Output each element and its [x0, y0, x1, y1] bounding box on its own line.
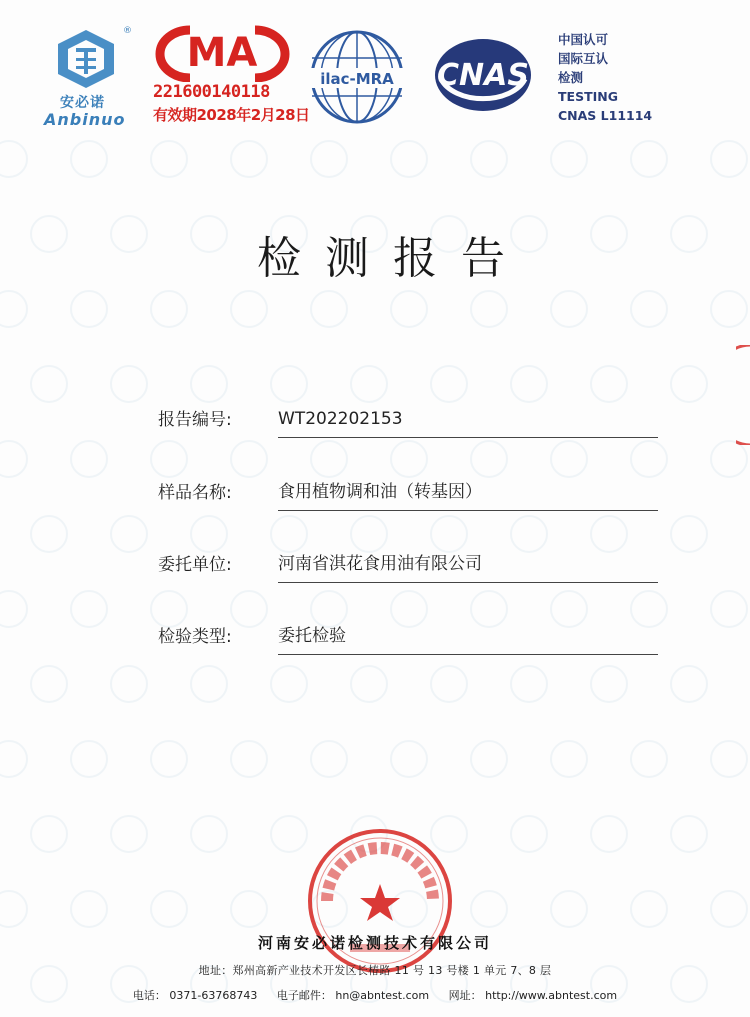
seal-icon [305, 826, 455, 976]
cnas-mark-icon [425, 35, 541, 115]
watermark-mark [110, 665, 148, 703]
field-value: 食用植物调和油（转基因） [278, 482, 482, 502]
watermark-mark [550, 140, 588, 178]
anbinuo-name-en: Anbinuo [44, 110, 126, 129]
field-label: 报告编号: [158, 410, 232, 430]
watermark-mark [630, 890, 668, 928]
watermark-mark [430, 665, 468, 703]
watermark-mark [390, 140, 428, 178]
contact-email: 电子邮件： hn@abntest.com [276, 989, 430, 1002]
cma-valid-date: 有效期2028年2月28日 [153, 106, 310, 124]
watermark-mark [270, 665, 308, 703]
watermark-mark [550, 740, 588, 778]
field-client [158, 543, 658, 583]
cnas-mark-text: CNAS [437, 58, 529, 93]
watermark-mark [310, 740, 348, 778]
watermark-mark [230, 290, 268, 328]
watermark-mark [70, 740, 108, 778]
watermark-mark [350, 665, 388, 703]
watermark-mark [630, 290, 668, 328]
watermark-mark [310, 290, 348, 328]
watermark-mark [150, 290, 188, 328]
cnas-line: TESTING [558, 89, 618, 104]
watermark-mark [110, 815, 148, 853]
cnas-line: 国际互认 [558, 51, 609, 66]
contact-line [0, 987, 750, 1003]
watermark-mark [710, 290, 748, 328]
watermark-mark [470, 290, 508, 328]
field-label: 委托单位: [158, 555, 232, 575]
contact-phone: 电话： 0371-63768743 [132, 989, 258, 1002]
watermark-mark [150, 890, 188, 928]
ilac-mra-logo [302, 28, 412, 126]
watermark-mark [390, 740, 428, 778]
field-value: 委托检验 [278, 626, 346, 646]
watermark-mark [70, 290, 108, 328]
watermark-mark [110, 365, 148, 403]
logo-bar [0, 0, 750, 135]
cnas-line: 检测 [558, 70, 584, 85]
field-value-line [278, 476, 658, 511]
field-inspection-type [158, 615, 658, 655]
watermark-mark [190, 665, 228, 703]
watermark-mark [710, 890, 748, 928]
watermark-mark [510, 665, 548, 703]
watermark-mark [0, 590, 28, 628]
watermark-mark [70, 440, 108, 478]
cnas-logo [425, 35, 541, 115]
official-seal-stamp [305, 826, 455, 976]
watermark-mark [70, 890, 108, 928]
watermark-mark [630, 740, 668, 778]
cnas-line: 中国认可 [558, 32, 609, 47]
company-address: 地址：郑州高新产业技术开发区长椿路 11 号 13 号楼 1 单元 7、8 层 [198, 964, 552, 977]
cnas-accreditation-text [558, 30, 652, 125]
report-title: 检测报告 [257, 233, 529, 284]
watermark-mark [0, 290, 28, 328]
watermark-mark [710, 740, 748, 778]
cma-mark-text: MA [186, 30, 258, 76]
watermark-mark [550, 890, 588, 928]
cma-number: 221600140118 [153, 82, 270, 102]
watermark-mark [710, 440, 748, 478]
watermark-mark [710, 140, 748, 178]
watermark-mark [0, 140, 28, 178]
watermark-mark [710, 590, 748, 628]
watermark-mark [0, 740, 28, 778]
watermark-mark [510, 815, 548, 853]
watermark-mark [30, 815, 68, 853]
cma-mark-icon [150, 22, 295, 82]
anbinuo-name-cn: 安必诺 [60, 95, 105, 111]
watermark-mark [670, 665, 708, 703]
edge-seal-stamp [736, 345, 750, 445]
watermark-mark [670, 815, 708, 853]
watermark-mark [70, 140, 108, 178]
watermark-mark [590, 815, 628, 853]
field-value: 河南省淇花食用油有限公司 [278, 554, 482, 574]
watermark-mark [230, 890, 268, 928]
watermark-mark [230, 740, 268, 778]
watermark-mark [670, 365, 708, 403]
field-sample-name [158, 471, 658, 511]
ilac-globe-icon [302, 28, 412, 126]
field-value-line [278, 620, 658, 655]
watermark-mark [150, 140, 188, 178]
watermark-mark [30, 365, 68, 403]
watermark-mark [0, 890, 28, 928]
watermark-mark [110, 515, 148, 553]
cma-logo [150, 22, 310, 127]
watermark-mark [230, 140, 268, 178]
watermark-mark [310, 140, 348, 178]
watermark-mark [470, 740, 508, 778]
contact-website[interactable]: 网址： http://www.abntest.com [448, 989, 618, 1002]
registered-icon: ® [123, 26, 132, 36]
cnas-line: CNAS L11114 [558, 108, 653, 123]
field-report-number [158, 398, 658, 438]
watermark-mark [630, 140, 668, 178]
watermark-mark [670, 515, 708, 553]
watermark-mark [30, 515, 68, 553]
field-label: 检验类型: [158, 627, 232, 647]
anbinuo-logo [38, 26, 138, 129]
watermark-mark [190, 815, 228, 853]
watermark-mark [590, 665, 628, 703]
watermark-mark [270, 815, 308, 853]
field-value-line [278, 548, 658, 583]
watermark-mark [150, 740, 188, 778]
watermark-mark [470, 140, 508, 178]
company-name: 河南安必诺检测技术有限公司 [257, 934, 492, 952]
field-value: WT202202153 [278, 409, 403, 429]
ilac-mark-text: ilac-MRA [320, 70, 394, 88]
watermark-mark [70, 590, 108, 628]
field-value-line [278, 403, 658, 438]
watermark-mark [550, 290, 588, 328]
watermark-mark [0, 440, 28, 478]
watermark-mark [30, 665, 68, 703]
watermark-mark [470, 890, 508, 928]
watermark-mark [390, 290, 428, 328]
field-label: 样品名称: [158, 483, 232, 503]
